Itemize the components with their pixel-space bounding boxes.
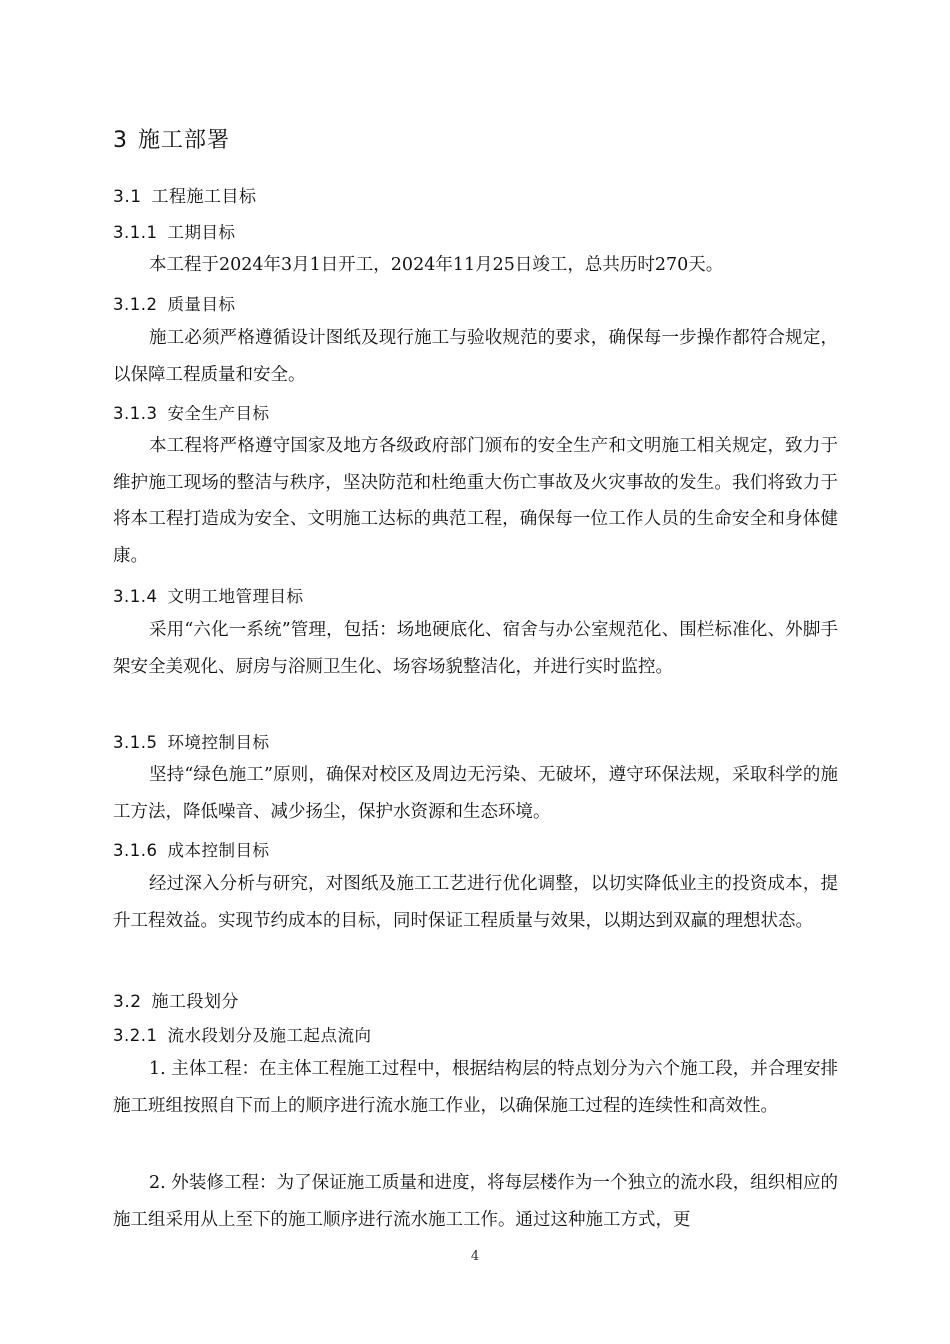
subsection-title: 质量目标: [167, 295, 236, 314]
paragraph-environment-goal: 坚持“绿色施工”原则，确保对校区及周边无污染、无破坏，遵守环保法规，采取科学的施工方法，降低噪音、减少扬尘，保护水资源和生态环境。: [113, 765, 838, 822]
section-title: 施工段划分: [151, 992, 240, 1012]
subsection-heading-3-1-2: [113, 291, 235, 315]
paragraph-cost-goal: 经过深入分析与研究，对图纸及施工工艺进行优化调整，以切实降低业主的投资成本，提升工程效益。实现节约成本的目标，同时保证工程质量与效果，以期达到双赢的理想状态。: [113, 874, 838, 931]
section-heading-3-2: [113, 987, 239, 1012]
subsection-heading-3-1-5: [113, 729, 269, 753]
list-item-main-structure: 1. 主体工程：在主体工程施工过程中，根据结构层的特点划分为六个施工段，并合理安排施工班组按照自下而上的顺序进行流水施工作业，以确保施工过程的连续性和高效性。: [113, 1059, 838, 1116]
subsection-number: 3.1.5: [113, 733, 158, 752]
paragraph-quality-goal: 施工必须严格遵循设计图纸及现行施工与验收规范的要求，确保每一步操作都符合规定，以保障工程质量和安全。: [113, 328, 838, 385]
subsection-title: 安全生产目标: [167, 404, 270, 423]
paragraph-safety-goal: 本工程将严格遵守国家及地方各级政府部门颁布的安全生产和文明施工相关规定，致力于维护施工现场的整洁与秩序，坚决防范和杜绝重大伤亡事故及火灾事故的发生。我们将致力于将本工程打造成为安全、文明施工达标的典范工程，确保每一位工作人员的生命安全和身体健康。: [113, 436, 838, 566]
subsection-title: 文明工地管理目标: [167, 587, 304, 606]
subsection-number: 3.1.2: [113, 295, 158, 314]
chapter-number: 3: [113, 128, 128, 153]
section-title: 工程施工目标: [151, 187, 257, 207]
section-number: 3.1: [113, 187, 142, 207]
page-number: 4: [470, 1249, 480, 1264]
subsection-number: 3.1.1: [113, 223, 158, 242]
chapter-title: 施工部署: [138, 128, 231, 153]
subsection-heading-3-1-1: [113, 219, 235, 243]
subsection-heading-3-1-3: [113, 400, 269, 424]
subsection-title: 环境控制目标: [167, 733, 270, 752]
subsection-number: 3.2.1: [113, 1026, 158, 1045]
subsection-heading-3-1-6: [113, 837, 269, 861]
subsection-heading-3-2-1: [113, 1022, 371, 1046]
subsection-title: 流水段划分及施工起点流向: [167, 1026, 372, 1045]
subsection-number: 3.1.3: [113, 404, 158, 423]
subsection-title: 工期目标: [167, 223, 236, 242]
section-number: 3.2: [113, 992, 142, 1012]
subsection-heading-3-1-4: [113, 583, 303, 607]
paragraph-civilized-site-goal: 采用“六化一系统”管理，包括：场地硬底化、宿舍与办公室规范化、围栏标准化、外脚手架安全美观化、厨房与浴厕卫生化、场容场貌整洁化，并进行实时监控。: [113, 620, 838, 677]
list-item-exterior-decoration: 2. 外装修工程：为了保证施工质量和进度，将每层楼作为一个独立的流水段，组织相应的施工组采用从上至下的施工顺序进行流水施工工作。通过这种施工方式，更: [113, 1173, 838, 1230]
section-heading-3-1: [113, 182, 257, 207]
chapter-heading: [113, 123, 230, 154]
subsection-number: 3.1.6: [113, 841, 158, 860]
subsection-title: 成本控制目标: [167, 841, 270, 860]
subsection-number: 3.1.4: [113, 587, 158, 606]
paragraph-schedule-goal: 本工程于2024年3月1日开工，2024年11月25日竣工，总共历时270天。: [149, 255, 724, 275]
